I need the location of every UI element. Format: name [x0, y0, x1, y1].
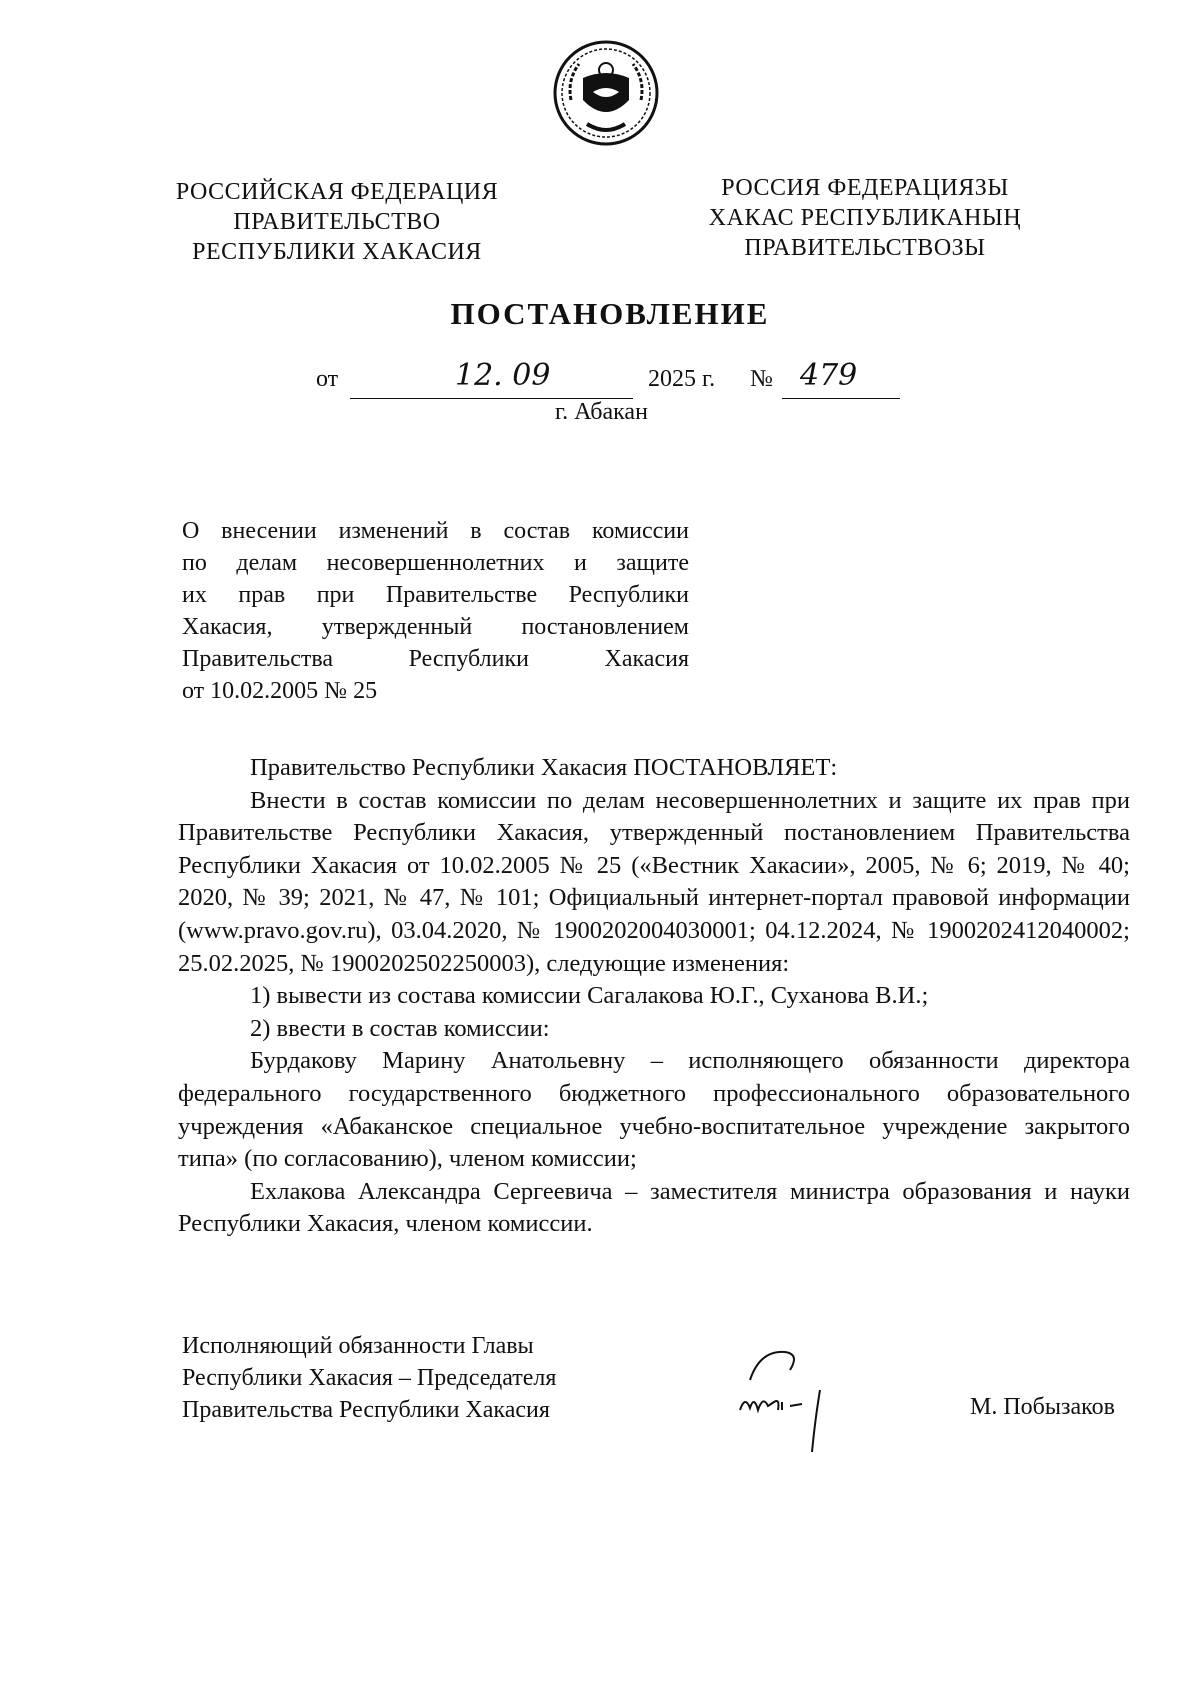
- header-left-line-2: ПРАВИТЕЛЬСТВО: [233, 209, 441, 235]
- document-body: [178, 752, 1130, 1241]
- signatory-position-line-3: Правительства Республики Хакасия: [182, 1397, 550, 1423]
- signatory-position-line-2: Республики Хакасия – Председателя: [182, 1365, 557, 1391]
- handwritten-signature: [730, 1340, 860, 1460]
- number-handwritten: 479: [800, 358, 858, 393]
- header-right: [700, 173, 1030, 263]
- signatory-position: [182, 1330, 556, 1426]
- header-left-line-3: РЕСПУБЛИКИ ХАКАСИЯ: [192, 239, 482, 265]
- document-title: ПОСТАНОВЛЕНИЕ: [450, 296, 770, 331]
- body-paragraph-4: 2) ввести в состав комиссии:: [250, 1014, 550, 1042]
- body-paragraph-6: Ехлакова Александра Сергеевича – заместителя министра образования и науки Республики Хакасия, членом комиссии.: [178, 1177, 1130, 1238]
- subject-line-6: от 10.02.2005 № 25: [182, 678, 378, 704]
- header-right-line-2: ХАКАС РЕСПУБЛИКАНЫҢ: [708, 205, 1022, 231]
- subject-line-2: по делам несовершеннолетних и защите: [182, 550, 689, 576]
- city: г. Абакан: [555, 399, 648, 425]
- document-subject: [182, 515, 689, 707]
- body-paragraph-3: 1) вывести из состава комиссии Сагалакова Ю.Г., Суханова В.И.;: [250, 982, 929, 1010]
- signatory-name: М. Побызаков: [970, 1394, 1115, 1420]
- subject-line-5: Правительства Республики Хакасия: [182, 646, 689, 672]
- coat-of-arms-emblem: [553, 40, 659, 146]
- header-left-line-1: РОССИЙСКАЯ ФЕДЕРАЦИЯ: [175, 179, 499, 205]
- subject-line-4: Хакасия, утвержденный постановлением: [182, 614, 689, 640]
- date-handwritten: 12. 09: [455, 358, 551, 393]
- dateline-year: 2025 г.: [648, 366, 716, 392]
- signatory-position-line-1: Исполняющий обязанности Главы: [182, 1333, 534, 1359]
- subject-line-1: О внесении изменений в состав комиссии: [182, 518, 689, 544]
- header-right-line-1: РОССИЯ ФЕДЕРАЦИЯЗЫ: [721, 175, 1009, 201]
- body-paragraph-5: Бурдакову Марину Анатольевну – исполняющего обязанности директора федерального государственного бюджетного профессионального образовательного учреждения «Абаканское специальное учебно-воспитательное учреждение закрытого типа» (по согласованию), членом комиссии;: [178, 1047, 1130, 1173]
- body-paragraph-2: Внести в состав комиссии по делам несовершеннолетних и защите их прав при Правительстве Республики Хакасия, утвержденный постановлением Правительства Республики Хакасия от 10.02.2005 № 25 («Вестник Хакасии», 2005, № 6; 2019, № 40; 2020, № 39; 2021, № 47, № 101; Официальный интернет-портал правовой информации (www.pravo.gov.ru), 03.04.2020, № 1900202004030001; 04.12.2024, № 1900202412040002; 25.02.2025, № 1900202502250003), следующие изменения:: [178, 786, 1130, 977]
- number-sign: №: [750, 366, 773, 392]
- header-right-line-3: ПРАВИТЕЛЬСТВОЗЫ: [744, 235, 986, 261]
- header-left: [172, 177, 502, 267]
- body-paragraph-1: Правительство Республики Хакасия ПОСТАНОВЛЯЕТ:: [250, 754, 838, 781]
- dateline-prefix: от: [316, 366, 339, 392]
- subject-line-3: их прав при Правительстве Республики: [182, 582, 689, 608]
